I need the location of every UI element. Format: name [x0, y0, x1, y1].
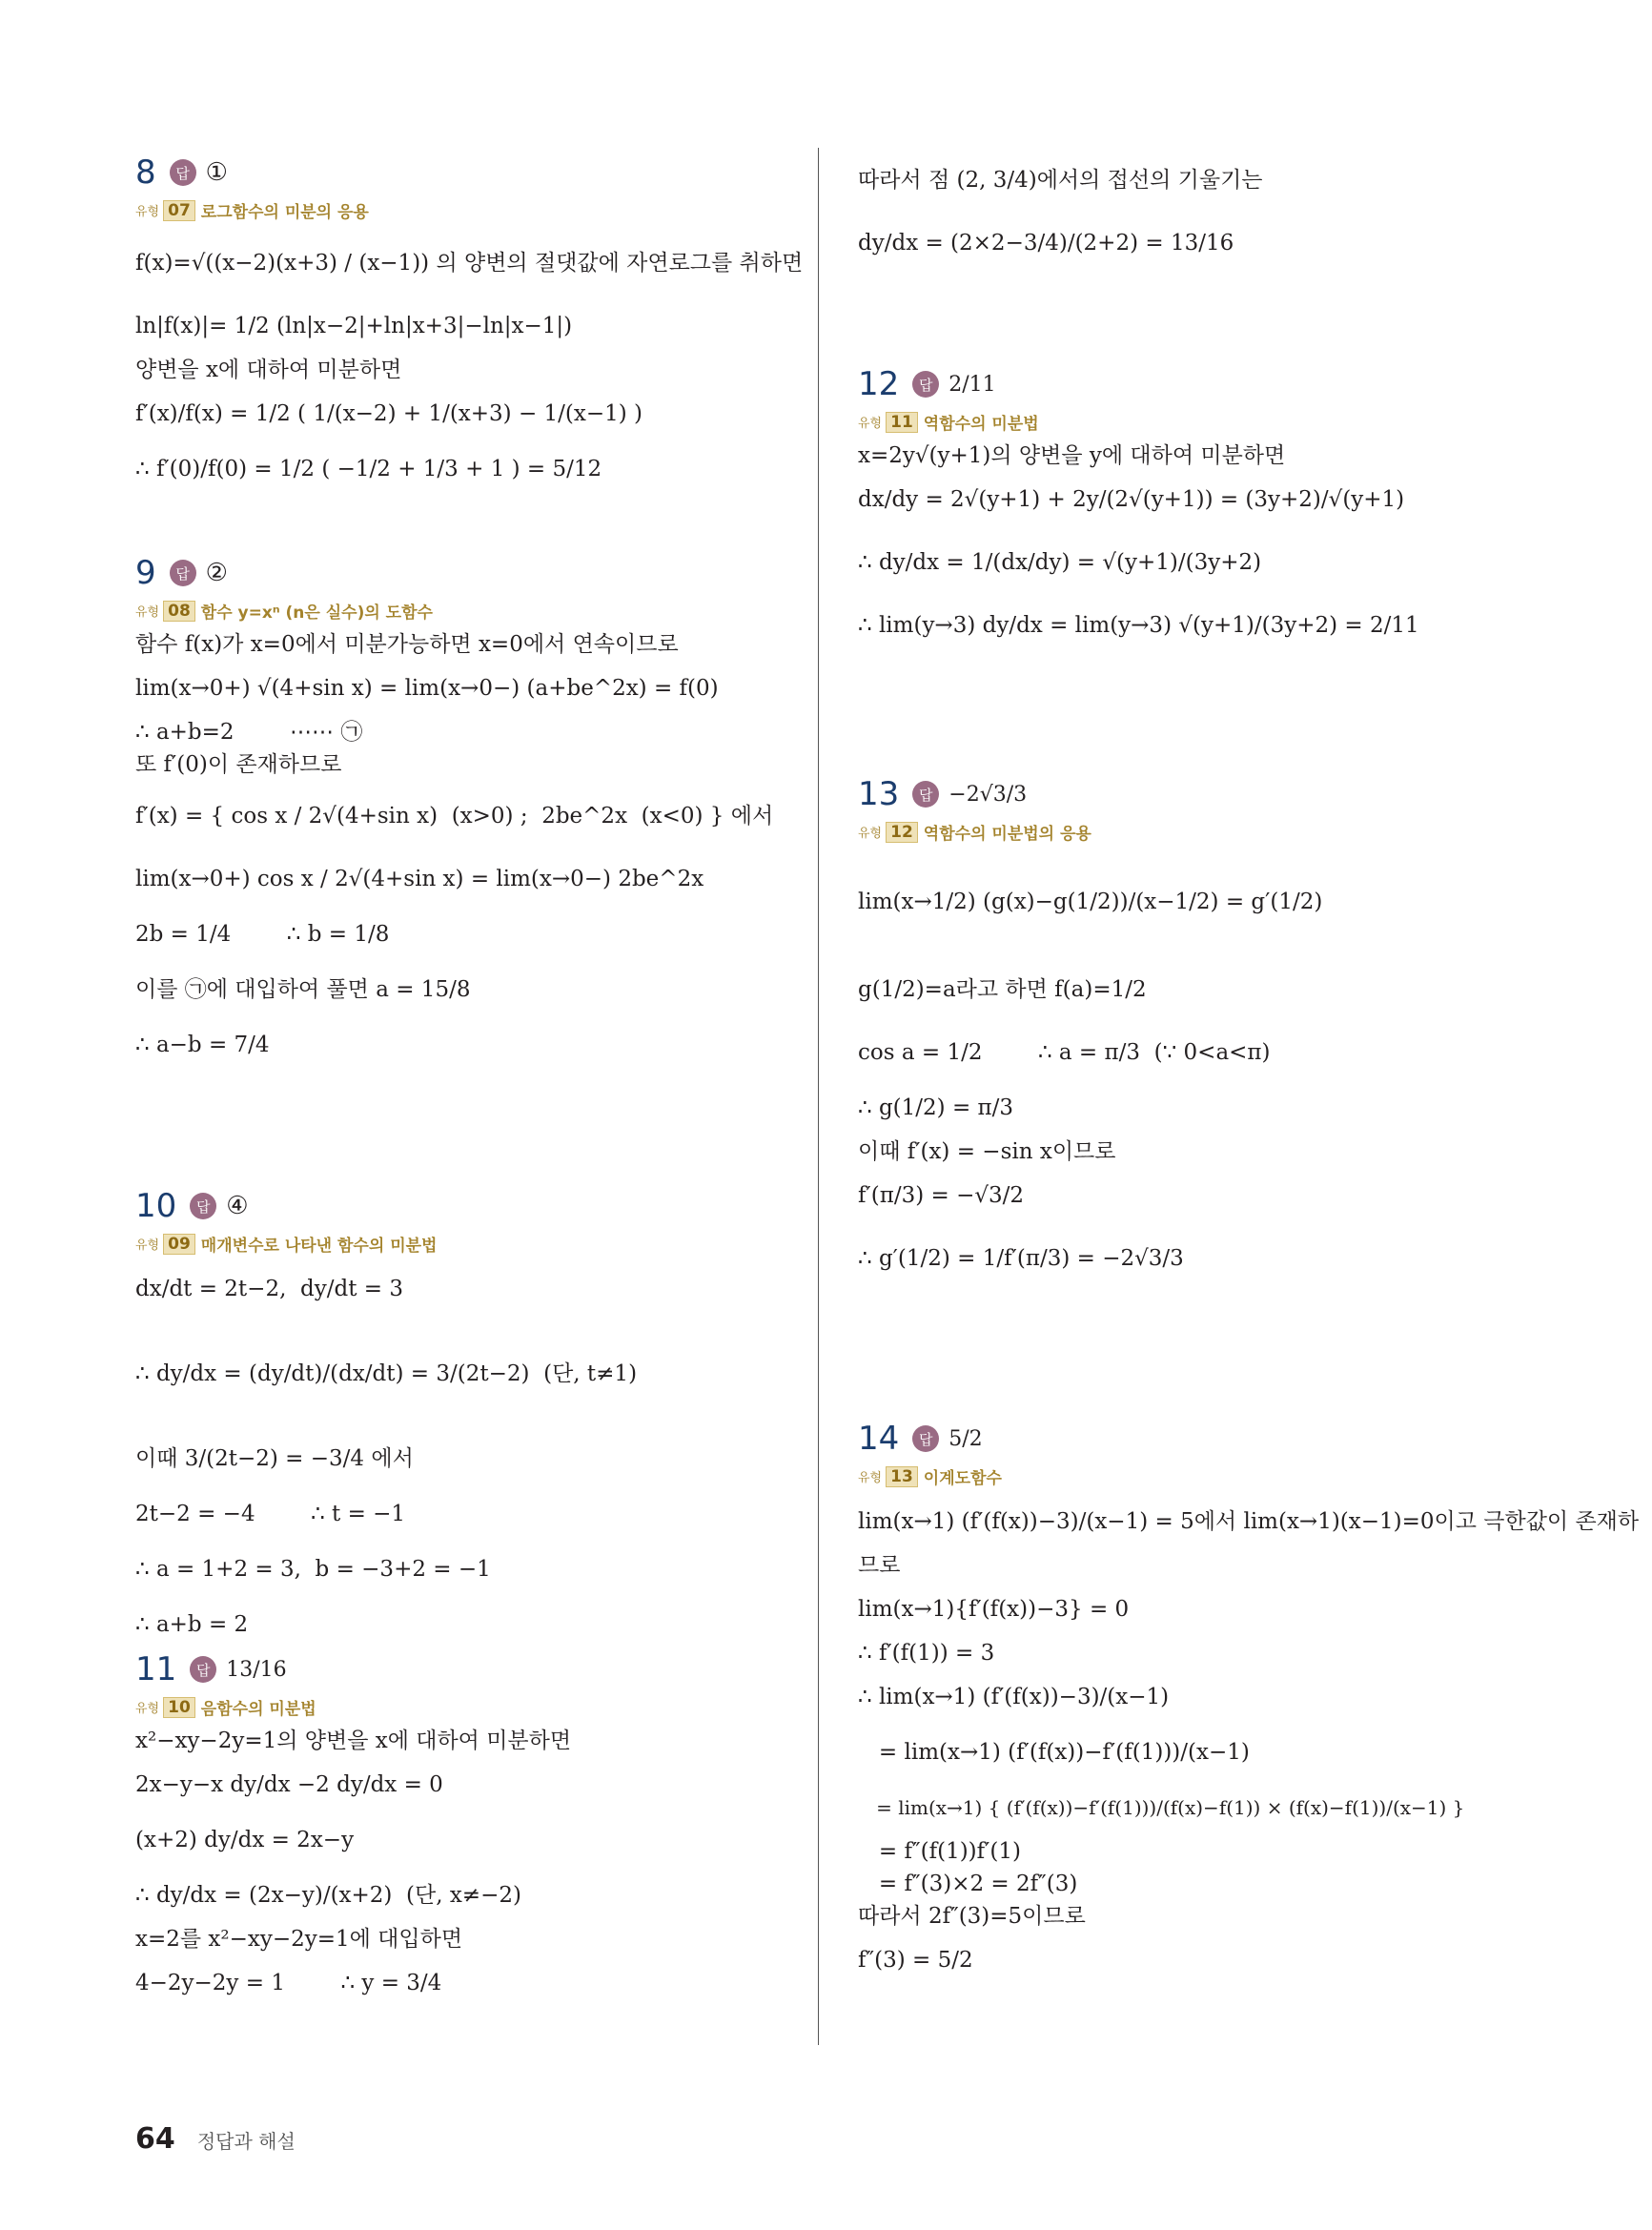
answer-badge: 답: [190, 1193, 216, 1219]
column-divider: [818, 148, 819, 2045]
solution-line: ∴ a = 1+2 = 3, b = −3+2 = −1: [135, 1557, 491, 1582]
problem-number: 9: [135, 554, 156, 592]
type-tag-word: 유형: [135, 1238, 160, 1253]
solution-line: = f″(3)×2 = 2f″(3): [858, 1872, 1078, 1896]
solution-line: ln|f(x)|= 1/2 (ln|x−2|+ln|x+3|−ln|x−1|): [135, 314, 573, 338]
solution-line: f′(π/3) = −√3/2: [858, 1183, 1025, 1208]
problem-8: [135, 151, 803, 497]
solution-line: ∴ a−b = 7/4: [135, 1033, 270, 1057]
solution-line: 함수 f(x)가 x=0에서 미분가능하면 x=0에서 연속이므로: [135, 632, 679, 657]
solution-line: ∴ f′(f(1)) = 3: [858, 1641, 995, 1666]
type-tag-number: 07: [163, 200, 195, 221]
type-tag-word: 유형: [135, 605, 160, 620]
solution-line: 2b = 1/4 ∴ b = 1/8: [135, 922, 390, 947]
answer-badge: 답: [190, 1656, 216, 1683]
page-footer: [135, 2122, 296, 2156]
solution-line: = f″(f(1))f′(1): [858, 1839, 1021, 1864]
type-tag: [135, 198, 803, 222]
type-tag-number: 12: [886, 822, 918, 843]
solution-line: 또 f′(0)이 존재하므로: [135, 752, 342, 777]
problem-number: 12: [858, 365, 900, 403]
answer: 2/11: [948, 372, 996, 397]
solution-line: x=2를 x²−xy−2y=1에 대입하면: [135, 1927, 463, 1952]
solution-line: lim(x→1/2) (g(x)−g(1/2))/(x−1/2) = g′(1/2): [858, 890, 1323, 914]
problem-10: [135, 1184, 803, 1652]
solution-line: 따라서 2f″(3)=5이므로: [858, 1904, 1086, 1929]
solution-line: 따라서 점 (2, 3/4)에서의 접선의 기울기는: [858, 168, 1263, 193]
problem-9: [135, 551, 803, 1073]
type-tag-number: 09: [163, 1234, 195, 1255]
type-tag-text: 역함수의 미분법: [923, 415, 1039, 434]
solution-line: (x+2) dy/dx = 2x−y: [135, 1828, 355, 1852]
answer-badge: 답: [912, 1425, 939, 1452]
answer: ②: [205, 559, 228, 587]
type-tag: [858, 1464, 1525, 1488]
answer: 13/16: [226, 1657, 287, 1682]
solution-line: lim(x→1){f′(f(x))−3} = 0: [858, 1597, 1130, 1622]
answer-badge: 답: [912, 371, 939, 398]
answer: ①: [205, 158, 228, 187]
type-tag-word: 유형: [135, 1702, 160, 1716]
problem-number: 13: [858, 775, 900, 813]
type-tag-number: 10: [163, 1697, 195, 1718]
problem-11: [135, 1647, 803, 2011]
type-tag: [135, 1232, 803, 1256]
answer: ④: [226, 1192, 249, 1220]
problem-header: [135, 1647, 803, 1691]
type-tag: [135, 1695, 803, 1719]
solution-line: 2x−y−x dy/dx −2 dy/dx = 0: [135, 1772, 443, 1797]
problem-number: 8: [135, 153, 156, 192]
solution-line: = lim(x→1) { (f′(f(x))−f′(f(1)))/(f(x)−f(1)) × (f(x)−f(1))/(x−1) }: [858, 1796, 1465, 1819]
solution-line: x=2y√(y+1)의 양변을 y에 대하여 미분하면: [858, 443, 1286, 468]
solution-line: f′(x)/f(x) = 1/2 ( 1/(x−2) + 1/(x+3) − 1/(x−1) ): [135, 401, 643, 426]
solution-line: 2t−2 = −4 ∴ t = −1: [135, 1502, 406, 1526]
solution-line: x²−xy−2y=1의 양변을 x에 대하여 미분하면: [135, 1729, 572, 1753]
problem-header: [858, 1417, 1525, 1461]
type-tag-number: 08: [163, 601, 195, 622]
solution-line: 이때 f′(x) = −sin x이므로: [858, 1139, 1116, 1164]
solution-line: f′(x) = { cos x / 2√(4+sin x) (x>0) ; 2be^2x (x<0) } 에서: [135, 804, 774, 829]
answer: 5/2: [948, 1426, 983, 1451]
solution-line: ∴ f′(0)/f(0) = 1/2 ( −1/2 + 1/3 + 1 ) = 5/12: [135, 457, 602, 481]
solution-line: ∴ dy/dx = (dy/dt)/(dx/dt) = 3/(2t−2) (단, t≠1): [135, 1361, 638, 1386]
solution-line: lim(x→0+) √(4+sin x) = lim(x→0−) (a+be^2x) = f(0): [135, 676, 719, 701]
type-tag-word: 유형: [135, 205, 160, 219]
type-tag-text: 역함수의 미분법의 응용: [923, 825, 1091, 844]
type-tag-text: 로그함수의 미분의 응용: [200, 203, 369, 222]
solution-line: ∴ g(1/2) = π/3: [858, 1095, 1014, 1120]
solution-line: = lim(x→1) (f′(f(x))−f′(f(1)))/(x−1): [858, 1740, 1250, 1765]
solution-line: lim(x→1) (f′(f(x))−3)/(x−1) = 5에서 lim(x→1)(x−1)=0이고 극한값이 존재하: [858, 1509, 1640, 1534]
solution-line: g(1/2)=a라고 하면 f(a)=1/2: [858, 977, 1147, 1002]
solution-line: 4−2y−2y = 1 ∴ y = 3/4: [135, 1971, 442, 1995]
solution-line: ∴ dy/dx = 1/(dx/dy) = √(y+1)/(3y+2): [858, 550, 1262, 575]
problem-header: [858, 362, 1525, 406]
solution-line: f(x)=√((x−2)(x+3) / (x−1)) 의 양변의 절댓값에 자연로그를 취하면: [135, 251, 804, 276]
problem-number: 14: [858, 1420, 900, 1458]
solution-line: lim(x→0+) cos x / 2√(4+sin x) = lim(x→0−) 2be^2x: [135, 867, 704, 891]
solution-line: ∴ g′(1/2) = 1/f′(π/3) = −2√3/3: [858, 1246, 1184, 1271]
problem-header: [135, 1184, 803, 1228]
solution-line: 이를 ㉠에 대입하여 풀면 a = 15/8: [135, 977, 471, 1002]
type-tag: [135, 599, 803, 623]
type-tag: [858, 410, 1525, 434]
type-tag-text: 매개변수로 나타낸 함수의 미분법: [200, 1237, 438, 1256]
problem-header: [135, 551, 803, 595]
problem-header: [858, 772, 1525, 816]
solution-line: 양변을 x에 대하여 미분하면: [135, 358, 402, 382]
solution-line: ∴ lim(x→1) (f′(f(x))−3)/(x−1): [858, 1685, 1170, 1709]
solution-line: dx/dy = 2√(y+1) + 2y/(2√(y+1)) = (3y+2)/√(y+1): [858, 487, 1405, 512]
solution-line: ∴ dy/dx = (2x−y)/(x+2) (단, x≠−2): [135, 1883, 521, 1908]
answer-badge: 답: [912, 781, 939, 808]
page-label: 정답과 해설: [196, 2130, 296, 2153]
solution-line: 므로: [858, 1553, 901, 1578]
answer-badge: 답: [170, 560, 196, 586]
solution-line: ∴ a+b=2 ⋯⋯ ㉠: [135, 720, 363, 745]
problem-12: [858, 362, 1525, 653]
problem-14: [858, 1417, 1640, 1988]
type-tag-word: 유형: [858, 417, 883, 431]
solution-line: cos a = 1/2 ∴ a = π/3 (∵ 0<a<π): [858, 1040, 1271, 1065]
type-tag-number: 11: [886, 412, 918, 433]
solution-line: ∴ a+b = 2: [135, 1612, 249, 1637]
type-tag-number: 13: [886, 1466, 918, 1487]
answer-badge: 답: [170, 159, 196, 186]
type-tag-text: 음함수의 미분법: [200, 1700, 316, 1719]
solution-line: f″(3) = 5/2: [858, 1948, 973, 1973]
answer: −2√3/3: [948, 782, 1028, 807]
problem-number: 11: [135, 1650, 177, 1688]
problem-13: [858, 772, 1525, 1294]
solution-line: ∴ lim(y→3) dy/dx = lim(y→3) √(y+1)/(3y+2) = 2/11: [858, 613, 1419, 638]
problem-11-continued: [858, 153, 1525, 278]
page-number: 64: [135, 2122, 175, 2156]
solution-line: dy/dx = (2×2−3/4)/(2+2) = 13/16: [858, 231, 1234, 256]
problem-header: [135, 151, 803, 194]
type-tag-word: 유형: [858, 1471, 883, 1485]
type-tag: [858, 820, 1525, 844]
solution-line: 이때 3/(2t−2) = −3/4 에서: [135, 1446, 414, 1471]
type-tag-word: 유형: [858, 827, 883, 841]
problem-number: 10: [135, 1187, 177, 1225]
type-tag-text: 이계도함수: [923, 1469, 1002, 1488]
type-tag-text: 함수 y=xⁿ (n은 실수)의 도함수: [200, 604, 433, 623]
solution-line: dx/dt = 2t−2, dy/dt = 3: [135, 1277, 403, 1301]
